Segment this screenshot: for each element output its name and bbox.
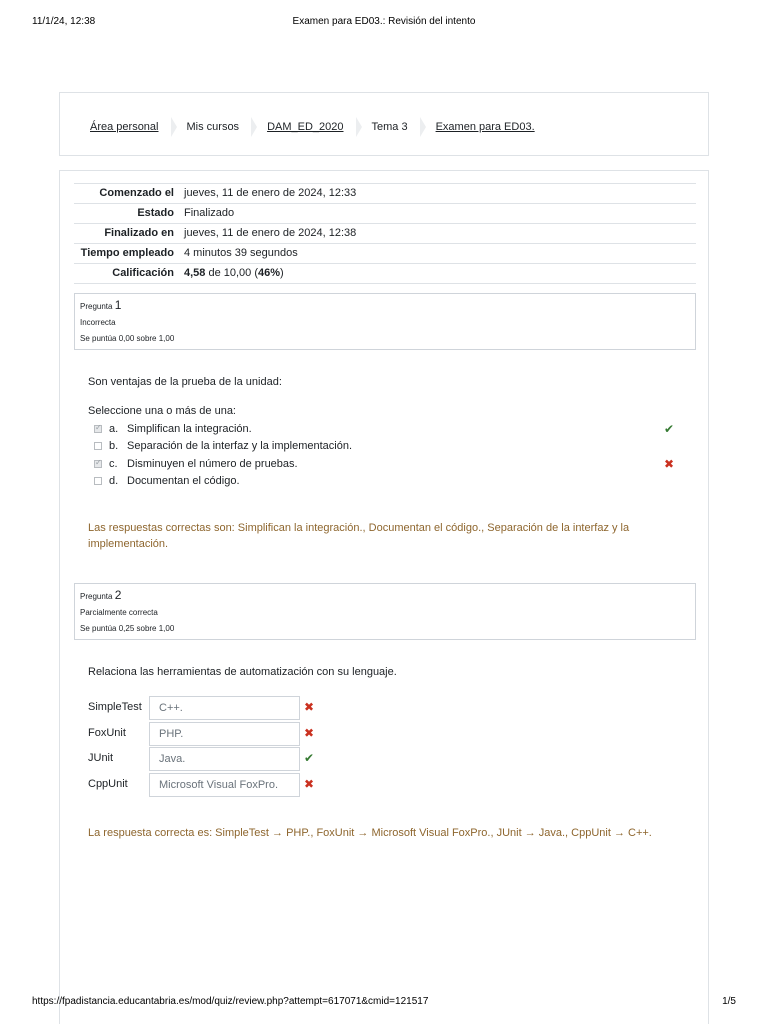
quiz-review-card [59, 170, 709, 1024]
answer-text: Disminuyen el número de pruebas. [127, 458, 298, 470]
answer-text: Separación de la interfaz y la implementación. [127, 440, 353, 452]
question-number-value: 1 [114, 298, 122, 312]
question-grade: Se puntúa 0,00 sobre 1,00 [80, 334, 175, 343]
match-label: CppUnit [88, 778, 128, 790]
answer-option [94, 474, 674, 490]
attempt-summary-table [74, 183, 696, 284]
question-2-text: Relaciona las herramientas de automatización con su lenguaje. [88, 666, 397, 678]
match-label: JUnit [88, 752, 114, 764]
question-grade: Se puntúa 0,25 sobre 1,00 [80, 624, 175, 633]
question-1-prompt: Seleccione una o más de una: [88, 405, 236, 417]
match-label: FoxUnit [88, 727, 126, 739]
grade-middle: de 10,00 ( [205, 267, 259, 279]
answer-text: Simplifican la integración. [127, 423, 252, 435]
summary-row-finished [74, 224, 696, 244]
answer-option [94, 439, 674, 455]
breadcrumb-separator-icon [420, 117, 426, 137]
question-2-info [74, 583, 696, 640]
answer-checkbox[interactable] [94, 425, 102, 433]
summary-value: jueves, 11 de enero de 2024, 12:33 [184, 187, 357, 199]
summary-value: Finalizado [184, 207, 235, 219]
summary-row-time [74, 244, 696, 264]
incorrect-cross-icon: ✖ [304, 726, 315, 740]
breadcrumb-mis-cursos: Mis cursos [186, 121, 240, 133]
question-number [80, 588, 121, 602]
summary-label: Finalizado en [104, 227, 174, 239]
answer-checkbox[interactable] [94, 442, 102, 450]
breadcrumb-course[interactable]: DAM_ED_2020 [267, 121, 344, 133]
print-date: 11/1/24, 12:38 [32, 16, 96, 27]
incorrect-cross-icon: ✖ [304, 777, 315, 791]
answer-letter: c. [109, 458, 118, 470]
correct-check-icon: ✔ [663, 422, 674, 436]
breadcrumb-card [59, 92, 709, 156]
question-1-info [74, 293, 696, 350]
breadcrumb-separator-icon [171, 117, 177, 137]
answer-text: Documentan el código. [127, 475, 240, 487]
question-label: Pregunta [80, 592, 115, 601]
answer-checkbox[interactable] [94, 460, 102, 468]
summary-row-state [74, 204, 696, 224]
match-select[interactable]: PHP. [149, 722, 300, 746]
grade-score: 4,58 [184, 267, 206, 279]
incorrect-cross-icon: ✖ [304, 700, 315, 714]
summary-row-started [74, 184, 696, 204]
breadcrumb-topic: Tema 3 [371, 121, 408, 133]
grade-percent: 46% [258, 267, 281, 279]
summary-label: Tiempo empleado [80, 247, 174, 259]
match-select[interactable]: Microsoft Visual FoxPro. [149, 773, 300, 797]
summary-row-grade [74, 264, 696, 284]
question-1-text: Son ventajas de la prueba de la unidad: [88, 376, 282, 388]
question-number-value: 2 [114, 588, 122, 602]
question-1-feedback: Las respuestas correctas son: Simplifican la integración., Documentan el código., Separación de la interfaz y la implementación. [88, 522, 630, 550]
correct-check-icon: ✔ [304, 751, 315, 765]
match-label: SimpleTest [88, 701, 142, 713]
answer-letter: a. [109, 423, 119, 435]
summary-label: Comenzado el [99, 187, 174, 199]
summary-label: Estado [137, 207, 174, 219]
match-select[interactable]: C++. [149, 696, 300, 720]
summary-label: Calificación [112, 267, 174, 279]
answer-checkbox[interactable] [94, 477, 102, 485]
question-number [80, 298, 121, 312]
breadcrumb-area-personal[interactable]: Área personal [90, 121, 159, 133]
incorrect-cross-icon: ✖ [663, 457, 674, 471]
question-state: Parcialmente correcta [80, 608, 158, 617]
breadcrumb-separator-icon [356, 117, 362, 137]
print-url: https://fpadistancia.educantabria.es/mod/quiz/review.php?attempt=617071&cmid=121517 [32, 996, 429, 1007]
answer-letter: d. [109, 475, 119, 487]
answer-option [94, 422, 674, 438]
question-label: Pregunta [80, 302, 115, 311]
print-page-number: 1/5 [722, 996, 736, 1007]
print-title: Examen para ED03.: Revisión del intento [292, 16, 476, 27]
breadcrumb-separator-icon [251, 117, 257, 137]
question-2-feedback: La respuesta correcta es: SimpleTest → PHP., FoxUnit → Microsoft Visual FoxPro., JUnit → Java., CppUnit → C++. [88, 827, 652, 839]
grade-end: ) [280, 267, 284, 279]
summary-value [182, 264, 696, 284]
breadcrumb-quiz[interactable]: Examen para ED03. [435, 121, 535, 133]
match-select[interactable]: Java. [149, 747, 300, 771]
breadcrumb [90, 117, 535, 137]
answer-letter: b. [109, 440, 119, 452]
summary-value: jueves, 11 de enero de 2024, 12:38 [184, 227, 357, 239]
question-state: Incorrecta [80, 318, 116, 327]
answer-option [94, 457, 674, 473]
summary-value: 4 minutos 39 segundos [184, 247, 298, 259]
